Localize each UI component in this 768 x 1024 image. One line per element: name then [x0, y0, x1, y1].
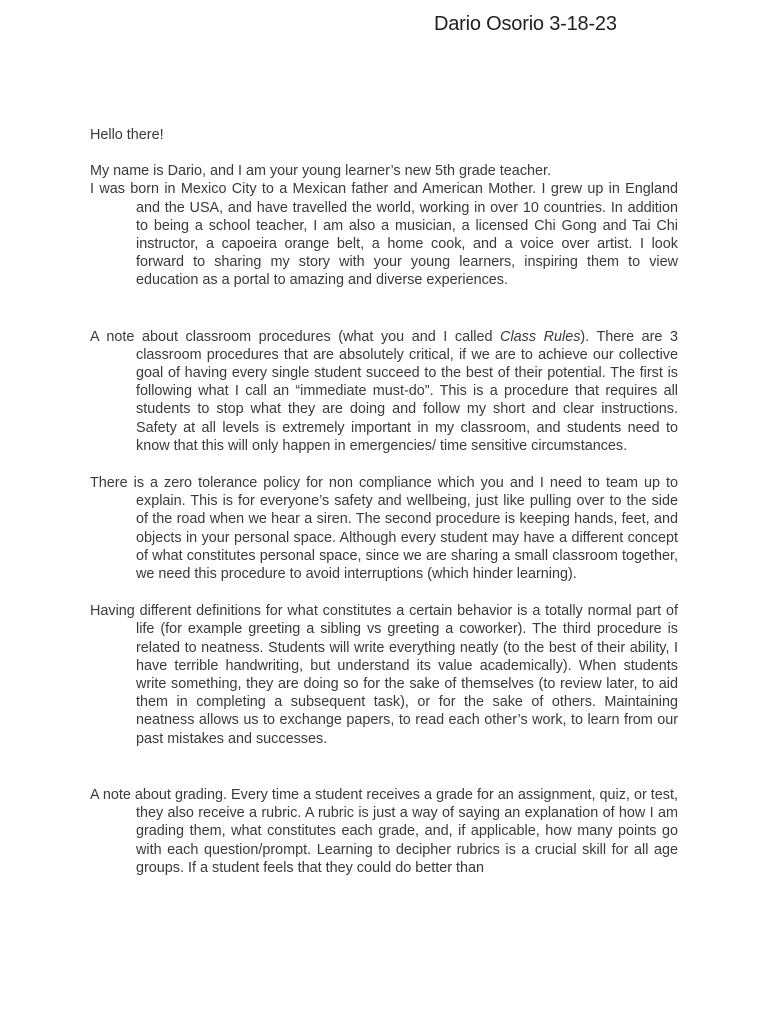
- zero-tolerance-paragraph: There is a zero tolerance policy for non compliance which you and I need to team up to explain. This is for everyone’s safety and wellbeing, just like pulling over to the side of the road when we hear a siren. The second procedure is keeping hands, feet, and objects in your personal space. Although every student may have a different concept of what constitutes personal space, since we are sharing a small classroom together, we need this procedure to avoid interruptions (which hinder learning).: [90, 475, 678, 583]
- greeting: Hello there!: [90, 127, 164, 143]
- class-rules-emphasis: Class Rules: [500, 328, 581, 345]
- procedures-paragraph: [90, 328, 678, 455]
- author-date-header: Dario Osorio 3-18-23: [434, 13, 617, 35]
- procedures-text-end: ). There are 3 classroom procedures that are absolutely critical, if we are to achieve our collective goal of having every single student succeed to the best of their potential. The first is following what I call an “immediate must-do”. This is a procedure that requires all students to stop what they are doing and follow my short and clear instructions. Safety at all levels is extremely important in my classroom, and students need to know that this will only happen in emergencies/ time sensitive circumstances.: [136, 328, 679, 454]
- procedures-text-start: A note about classroom procedures (what you and I called: [90, 328, 501, 345]
- letter-body: [90, 126, 678, 877]
- intro-paragraph: My name is Dario, and I am your young learner’s new 5th grade teacher.: [90, 163, 552, 180]
- definitions-paragraph: Having different definitions for what constitutes a certain behavior is a totally normal part of life (for example greeting a sibling vs greeting a coworker). The third procedure is related to neatness. Students will write everything neatly (to the best of their ability, I have terrible handwriting, but understand its value academically). When students write something, they are doing so for the sake of themselves (to review later, to aid them in completing a subsequent task), or for the sake of others. Maintaining neatness allows us to exchange papers, to read each other’s work, to learn from our past mistakes and successes.: [90, 603, 678, 747]
- bio-paragraph: I was born in Mexico City to a Mexican father and American Mother. I grew up in England and the USA, and have travelled the world, working in over 10 countries. In addition to being a school teacher, I am also a musician, a licensed Chi Gong and Tai Chi instructor, a capoeira orange belt, a home cook, and a voice over artist. I look forward to sharing my story with your young learners, inspiring them to view education as a portal to amazing and diverse experiences.: [90, 181, 678, 289]
- grading-paragraph: A note about grading. Every time a student receives a grade for an assignment, quiz, or test, they also receive a rubric. A rubric is just a way of saying an explanation of how I am grading them, what constitutes each grade, and, if applicable, how many points go with each question/prompt. Learning to decipher rubrics is a crucial skill for all age groups. If a student feels that they could do better than: [90, 786, 678, 876]
